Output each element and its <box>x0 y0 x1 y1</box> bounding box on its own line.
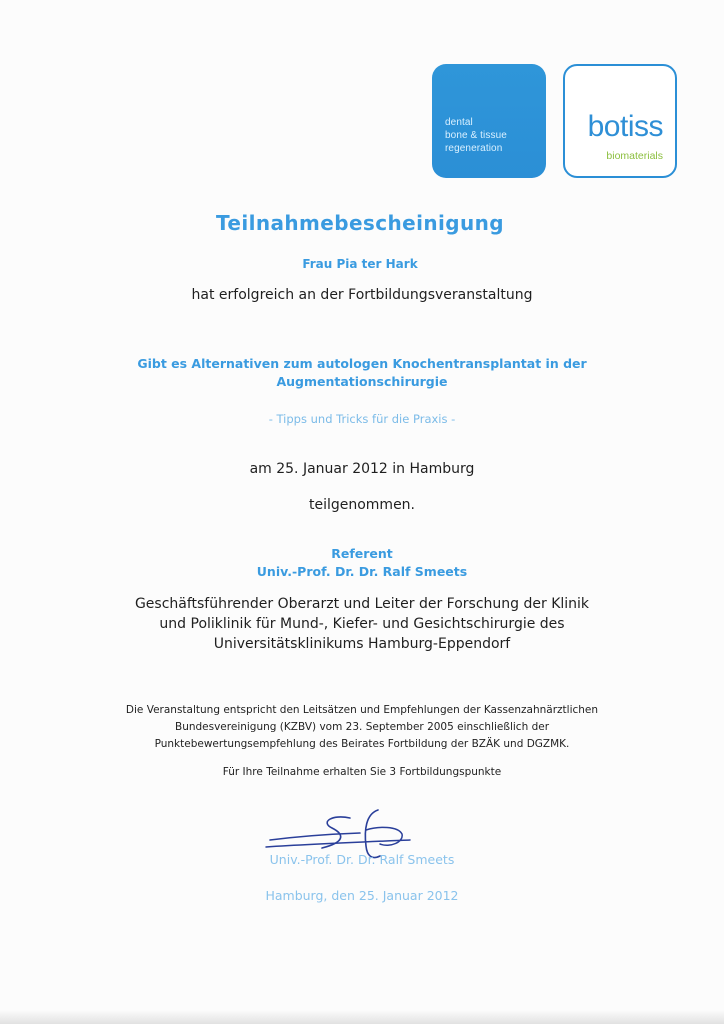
regulation-line: Bundesvereinigung (KZBV) vom 23. September 2005 einschließlich der <box>174 721 550 733</box>
scan-page-edge <box>0 1010 724 1024</box>
course-title-line: Gibt es Alternativen zum autologen Knochentransplantat in der <box>137 356 587 371</box>
participation-intro: hat erfolgreich an der Fortbildungsveranstaltung <box>191 287 533 303</box>
regulation-line: Die Veranstaltung entspricht den Leitsätzen und Empfehlungen der Kassenzahnärztlichen <box>125 704 599 716</box>
course-title <box>0 355 724 391</box>
recipient-name: Frau Pia ter Hark <box>302 257 418 271</box>
logo-tagline-line: bone & tissue <box>445 130 507 141</box>
logo-brand-name: botiss <box>587 110 663 143</box>
speaker-label: Referent <box>331 546 393 561</box>
signer-name: Univ.-Prof. Dr. Dr. Ralf Smeets <box>269 852 455 867</box>
credit-points: Für Ihre Teilnahme erhalten Sie 3 Fortbildungspunkte <box>222 766 502 778</box>
speaker-position <box>0 594 724 654</box>
logo-brand-subtitle: biomaterials <box>606 150 663 162</box>
speaker-position-line: Universitätsklinikums Hamburg-Eppendorf <box>213 636 511 652</box>
place-and-date: Hamburg, den 25. Januar 2012 <box>265 888 459 903</box>
speaker-position-line: und Poliklinik für Mund-, Kiefer- und Gesichtschirurgie des <box>159 616 565 632</box>
event-date-location: am 25. Januar 2012 in Hamburg <box>249 461 475 477</box>
logo-blue-tile <box>432 64 546 178</box>
regulation-statement <box>0 702 724 753</box>
botiss-logo <box>563 64 677 178</box>
regulation-line: Punktebewertungsempfehlung des Beirates Fortbildung der BZÄK und DGZMK. <box>154 738 570 750</box>
speaker-name: Univ.-Prof. Dr. Dr. Ralf Smeets <box>256 564 468 579</box>
participated-text: teilgenommen. <box>308 497 416 513</box>
speaker-position-line: Geschäftsführender Oberarzt und Leiter der Forschung der Klinik <box>134 596 590 612</box>
logo-tagline <box>445 116 507 155</box>
course-subtitle: - Tipps und Tricks für die Praxis - <box>268 412 456 426</box>
certificate-title: Teilnahmebescheinigung <box>216 211 504 235</box>
course-title-line: Augmentationschirurgie <box>276 374 448 389</box>
logo-tagline-line: dental <box>445 117 473 128</box>
logo-tagline-line: regeneration <box>445 143 503 154</box>
